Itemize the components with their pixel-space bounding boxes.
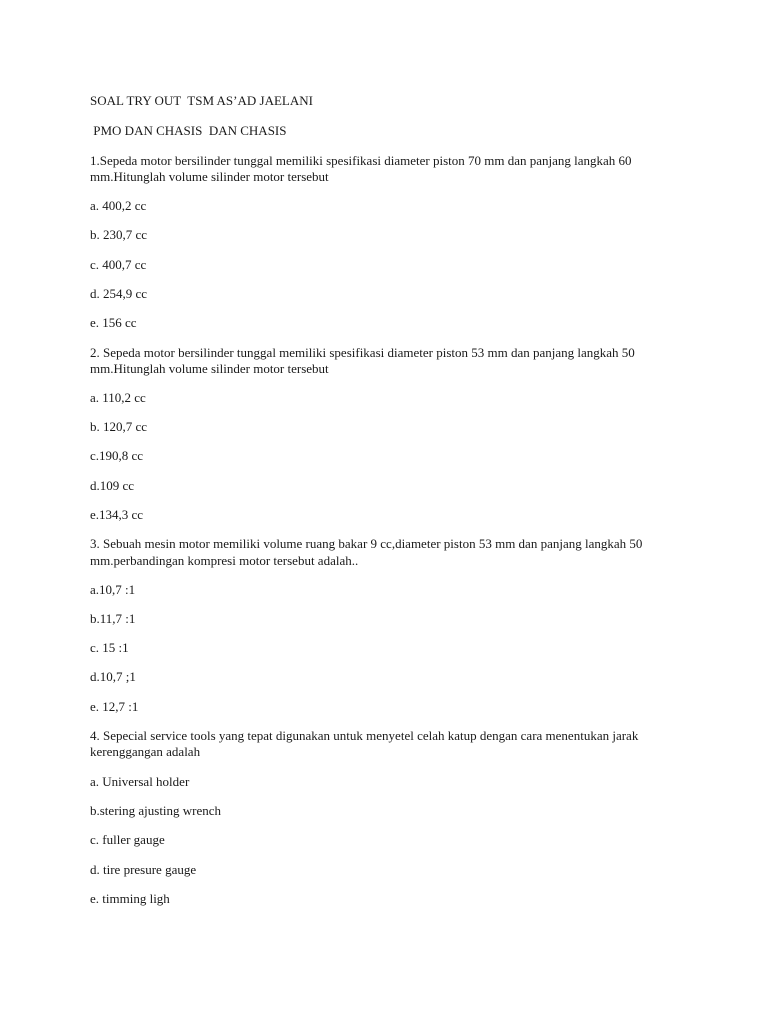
question-2-text-line-1: 2. Sepeda motor bersilinder tunggal memiliki spesifikasi diameter piston 53 mm dan panjang langkah 50 [90, 345, 635, 360]
question-4-option-d: d. tire presure gauge [90, 862, 197, 877]
question-3-option-b: b.11,7 :1 [90, 611, 136, 626]
question-3-option-d: d.10,7 ;1 [90, 669, 136, 684]
question-1-option-d: d. 254,9 cc [90, 286, 148, 301]
question-2-option-a: a. 110,2 cc [90, 390, 146, 405]
document-subtitle: PMO DAN CHASIS DAN CHASIS [90, 123, 287, 138]
question-3-option-e: e. 12,7 :1 [90, 699, 139, 714]
question-1-option-e: e. 156 cc [90, 315, 137, 330]
question-1-option-c: c. 400,7 cc [90, 257, 147, 272]
question-2-option-c: c.190,8 cc [90, 448, 144, 463]
question-4-option-a: a. Universal holder [90, 774, 190, 789]
question-1-option-b: b. 230,7 cc [90, 227, 148, 242]
question-3-option-a: a.10,7 :1 [90, 582, 136, 597]
question-2-option-b: b. 120,7 cc [90, 419, 148, 434]
question-1-option-a: a. 400,2 cc [90, 198, 147, 213]
question-2-option-d: d.109 cc [90, 478, 135, 493]
question-4-option-c: c. fuller gauge [90, 832, 165, 847]
question-2-text-line-2: mm.Hitunglah volume silinder motor tersebut [90, 361, 329, 376]
question-4-option-b: b.stering ajusting wrench [90, 803, 222, 818]
question-4-option-e: e. timming ligh [90, 891, 170, 906]
question-4-text-line-2: kerenggangan adalah [90, 744, 201, 759]
question-1-text-line-2: mm.Hitunglah volume silinder motor tersebut [90, 169, 329, 184]
question-4-text-line-1: 4. Sepecial service tools yang tepat digunakan untuk menyetel celah katup dengan cara menentukan jarak [90, 728, 639, 743]
question-2-option-e: e.134,3 cc [90, 507, 144, 522]
question-3-text-line-1: 3. Sebuah mesin motor memiliki volume ruang bakar 9 cc,diameter piston 53 mm dan panjang langkah 50 [90, 536, 643, 551]
question-3-option-c: c. 15 :1 [90, 640, 129, 655]
question-3-text-line-2: mm.perbandingan kompresi motor tersebut adalah.. [90, 553, 359, 568]
question-1-text-line-1: 1.Sepeda motor bersilinder tunggal memiliki spesifikasi diameter piston 70 mm dan panjang langkah 60 [90, 153, 632, 168]
document-title: SOAL TRY OUT TSM AS’AD JAELANI [90, 93, 313, 108]
